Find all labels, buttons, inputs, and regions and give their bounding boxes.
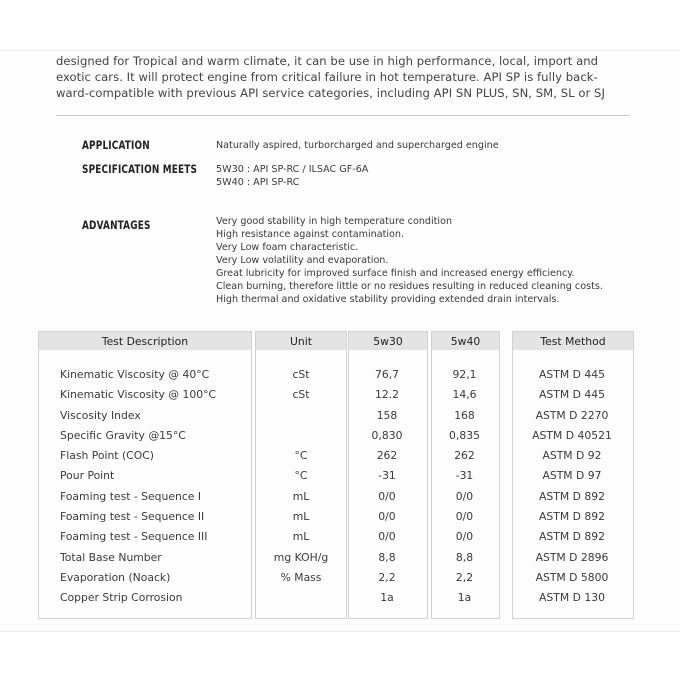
table-row: [0, 466, 680, 486]
table-row: [0, 426, 680, 446]
cell-5w30: 1a: [380, 591, 394, 605]
cell-unit: [256, 588, 346, 608]
advantage-item: Great lubricity for improved surface finish and increased energy efficiency.: [216, 268, 575, 279]
advantage-item: High resistance against contamination.: [216, 229, 405, 240]
cell-method: ASTM D 445: [539, 388, 605, 402]
cell-unit: cSt: [292, 388, 310, 402]
cell-5w40: 168: [454, 408, 475, 422]
cell-5w30: 76,7: [374, 368, 400, 381]
advantage-item: Clean burning, therefore little or no residues resulting in reduced cleaning costs.: [216, 281, 603, 292]
cell-5w30: 0/0: [378, 510, 396, 524]
cell-5w40: -31: [455, 469, 474, 483]
cell-description: Copper Strip Corrosion: [60, 591, 183, 605]
header-test-method: Test Method: [512, 331, 634, 351]
advantages-list: [216, 215, 603, 306]
advantage-item: Very good stability in high temperature condition: [216, 216, 453, 227]
table-row: [0, 588, 680, 608]
table-row: [0, 527, 680, 547]
table-row: [0, 446, 680, 466]
cell-5w30: 158: [376, 408, 398, 422]
cell-method: ASTM D 5800: [535, 570, 609, 584]
cell-method: ASTM D 2270: [535, 408, 609, 422]
table-row: [0, 385, 680, 405]
cell-method: ASTM D 97: [542, 469, 602, 483]
cell-5w30: 0/0: [378, 530, 396, 544]
cell-5w40: 1a: [457, 591, 472, 605]
cell-5w40: 92,1: [452, 368, 477, 381]
cell-description: Foaming test - Sequence II: [60, 510, 205, 524]
cell-5w40: 262: [454, 449, 475, 463]
spec-5w40: 5W40 : API SP-RC: [216, 177, 300, 188]
cell-description: Kinematic Viscosity @ 40°C: [60, 368, 210, 381]
header-test-description: Test Description: [38, 331, 252, 351]
cell-method: ASTM D 892: [539, 489, 605, 503]
header-5w30: 5w30: [348, 331, 428, 351]
cell-5w40: 2,2: [455, 570, 474, 584]
cell-unit: mL: [292, 489, 310, 503]
cell-method: ASTM D 92: [542, 449, 602, 463]
cell-5w40: 14,6: [452, 388, 477, 402]
cell-5w30: 0/0: [378, 489, 396, 503]
cell-unit: °C: [294, 449, 308, 463]
cell-5w40: 0/0: [455, 530, 474, 544]
cell-description: Kinematic Viscosity @ 100°C: [60, 388, 217, 402]
cell-description: Foaming test - Sequence III: [60, 530, 208, 544]
cell-method: ASTM D 40521: [532, 428, 612, 442]
cell-5w30: 12.2: [374, 388, 400, 402]
header-unit: Unit: [255, 331, 347, 351]
cell-unit: mL: [292, 530, 310, 544]
table-row: [0, 507, 680, 527]
application-value: Naturally aspired, turborcharged and supercharged engine: [216, 140, 499, 151]
cell-description: Evaporation (Noack): [60, 570, 171, 584]
cell-method: ASTM D 892: [539, 510, 605, 524]
cell-5w40: 0,835: [449, 428, 480, 442]
cell-description: Foaming test - Sequence I: [60, 489, 202, 503]
cell-method: ASTM D 130: [539, 591, 605, 605]
header-5w40: 5w40: [431, 331, 500, 351]
cell-5w40: 0/0: [455, 510, 474, 524]
cell-description: Specific Gravity @15°C: [60, 428, 186, 442]
cell-5w30: 0,830: [371, 428, 403, 442]
cell-5w30: 262: [376, 449, 398, 463]
table-row: [0, 548, 680, 568]
cell-description: Total Base Number: [60, 550, 162, 564]
cell-description: Viscosity Index: [60, 408, 141, 422]
spec-5w30: 5W30 : API SP-RC / ILSAC GF-6A: [216, 164, 369, 175]
specification-meets-label: SPECIFICATION MEETS: [82, 162, 198, 176]
cell-unit: % Mass: [280, 570, 322, 584]
table-row: [0, 487, 680, 507]
cell-unit: [256, 426, 346, 446]
application-label: APPLICATION: [82, 138, 150, 152]
table-row: [0, 365, 680, 385]
cell-5w30: 2,2: [378, 570, 396, 584]
cell-description: Flash Point (COC): [60, 449, 154, 463]
cell-unit: [256, 406, 346, 426]
table-row: [0, 568, 680, 588]
intro-paragraph: designed for Tropical and warm climate, it can be use in high performance, local, import and exotic cars. It will protect engine from critical failure in hot temperature. API SP is fully back-ward-compatible with previous API service categories, including API SN PLUS, SN, SM, SL or SJ: [56, 54, 605, 100]
cell-5w30: 8,8: [378, 550, 396, 564]
table-row: [0, 406, 680, 426]
cell-unit: °C: [294, 469, 308, 483]
advantages-label: ADVANTAGES: [82, 218, 151, 232]
advantage-item: Very Low foam characteristic.: [216, 242, 359, 253]
cell-5w40: 8,8: [455, 550, 474, 564]
cell-method: ASTM D 445: [539, 368, 605, 381]
cell-description: Pour Point: [60, 469, 115, 483]
advantage-item: Very Low volatility and evaporation.: [216, 255, 389, 266]
product-data-sheet: [0, 50, 680, 632]
cell-method: ASTM D 2896: [535, 550, 609, 564]
cell-method: ASTM D 892: [539, 530, 605, 544]
table-body: [0, 365, 680, 609]
cell-5w30: -31: [378, 469, 396, 483]
cell-unit: cSt: [292, 368, 310, 381]
cell-unit: mg KOH/g: [273, 550, 329, 564]
advantage-item: High thermal and oxidative stability providing extended drain intervals.: [216, 294, 560, 305]
specification-meets-values: [216, 163, 368, 189]
cell-5w40: 0/0: [455, 489, 474, 503]
cell-unit: mL: [292, 510, 310, 524]
divider-line: [56, 115, 630, 116]
